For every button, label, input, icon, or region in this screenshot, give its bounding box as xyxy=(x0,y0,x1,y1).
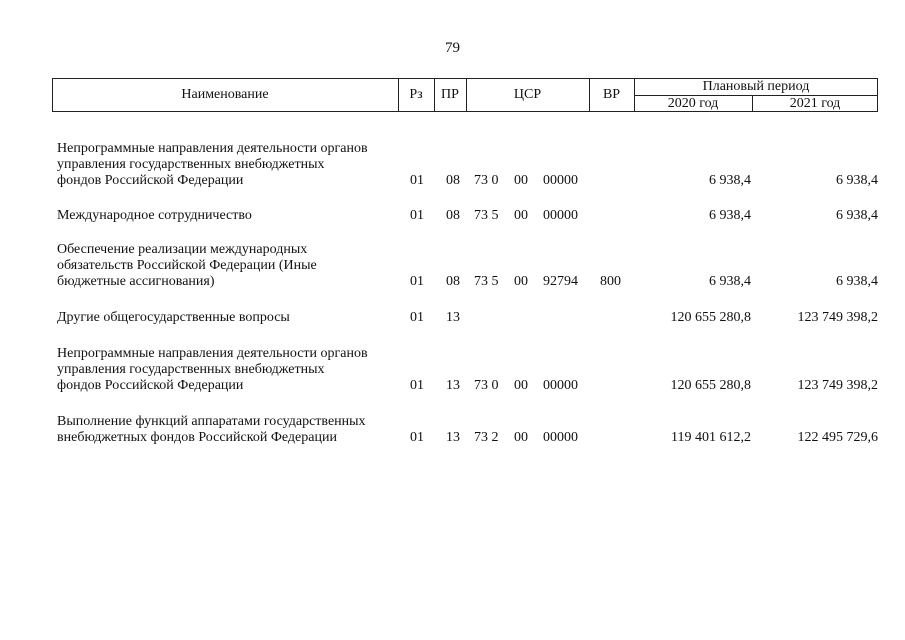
cell-csr-subprogram: 00 xyxy=(514,208,528,223)
row-name-line: Другие общегосударственные вопросы xyxy=(57,310,290,325)
cell-pr: 08 xyxy=(446,173,460,188)
header-name: Наименование xyxy=(181,87,269,102)
header-plan-period: Плановый период xyxy=(702,79,810,94)
cell-csr-direction: 00000 xyxy=(543,208,578,223)
cell-csr-program: 73 2 xyxy=(474,430,499,445)
row-name-line: бюджетные ассигнования) xyxy=(57,274,215,289)
cell-year-2021: 6 938,4 xyxy=(836,173,878,188)
row-name-line: Непрограммные направления деятельности органов xyxy=(57,346,368,361)
cell-rz: 01 xyxy=(410,274,424,289)
header-pr: ПР xyxy=(441,87,459,102)
row-name xyxy=(57,208,402,224)
cell-csr-subprogram: 00 xyxy=(514,430,528,445)
page-number: 79 xyxy=(445,40,460,56)
cell-pr: 13 xyxy=(446,430,460,445)
row-name xyxy=(57,242,402,290)
header-year-2021: 2021 год xyxy=(789,96,841,111)
cell-csr-program: 73 0 xyxy=(474,173,499,188)
table-header xyxy=(52,78,878,112)
cell-csr-direction: 92794 xyxy=(543,274,578,289)
row-name-line: обязательств Российской Федерации (Иные xyxy=(57,258,317,273)
cell-year-2021: 123 749 398,2 xyxy=(797,310,878,325)
cell-rz: 01 xyxy=(410,208,424,223)
cell-year-2020: 6 938,4 xyxy=(709,208,751,223)
cell-year-2020: 6 938,4 xyxy=(709,173,751,188)
cell-year-2020: 119 401 612,2 xyxy=(671,430,751,445)
row-name-line: Международное сотрудничество xyxy=(57,208,252,223)
row-name-line: управления государственных внебюджетных xyxy=(57,362,325,377)
cell-csr-subprogram: 00 xyxy=(514,274,528,289)
cell-rz: 01 xyxy=(410,173,424,188)
header-csr: ЦСР xyxy=(513,87,542,102)
row-name xyxy=(57,141,402,189)
cell-csr-program: 73 5 xyxy=(474,208,499,223)
cell-csr-direction: 00000 xyxy=(543,378,578,393)
cell-pr: 08 xyxy=(446,274,460,289)
header-rz: Рз xyxy=(409,87,423,102)
cell-year-2021: 6 938,4 xyxy=(836,208,878,223)
row-name xyxy=(57,414,402,446)
cell-year-2020: 120 655 280,8 xyxy=(670,378,751,393)
row-name-line: фондов Российской Федерации xyxy=(57,173,244,188)
cell-pr: 08 xyxy=(446,208,460,223)
cell-year-2021: 6 938,4 xyxy=(836,274,878,289)
cell-csr-direction: 00000 xyxy=(543,173,578,188)
cell-pr: 13 xyxy=(446,310,460,325)
cell-rz: 01 xyxy=(410,430,424,445)
row-name-line: Выполнение функций аппаратами государственных xyxy=(57,414,366,429)
row-name-line: Обеспечение реализации международных xyxy=(57,242,308,257)
cell-year-2021: 123 749 398,2 xyxy=(797,378,878,393)
cell-rz: 01 xyxy=(410,310,424,325)
cell-csr-program: 73 0 xyxy=(474,378,499,393)
header-year-2020: 2020 год xyxy=(667,96,719,111)
header-vr: ВР xyxy=(602,87,621,102)
cell-pr: 13 xyxy=(446,378,460,393)
cell-csr-direction: 00000 xyxy=(543,430,578,445)
cell-rz: 01 xyxy=(410,378,424,393)
cell-csr-program: 73 5 xyxy=(474,274,499,289)
cell-year-2020: 120 655 280,8 xyxy=(670,310,751,325)
cell-csr-subprogram: 00 xyxy=(514,378,528,393)
row-name-line: управления государственных внебюджетных xyxy=(57,157,325,172)
row-name-line: Непрограммные направления деятельности органов xyxy=(57,141,368,156)
row-name-line: фондов Российской Федерации xyxy=(57,378,244,393)
cell-year-2021: 122 495 729,6 xyxy=(797,430,878,445)
row-name xyxy=(57,310,402,326)
cell-year-2020: 6 938,4 xyxy=(709,274,751,289)
row-name-line: внебюджетных фондов Российской Федерации xyxy=(57,430,337,445)
cell-vr: 800 xyxy=(600,274,621,289)
row-name xyxy=(57,346,402,394)
cell-csr-subprogram: 00 xyxy=(514,173,528,188)
